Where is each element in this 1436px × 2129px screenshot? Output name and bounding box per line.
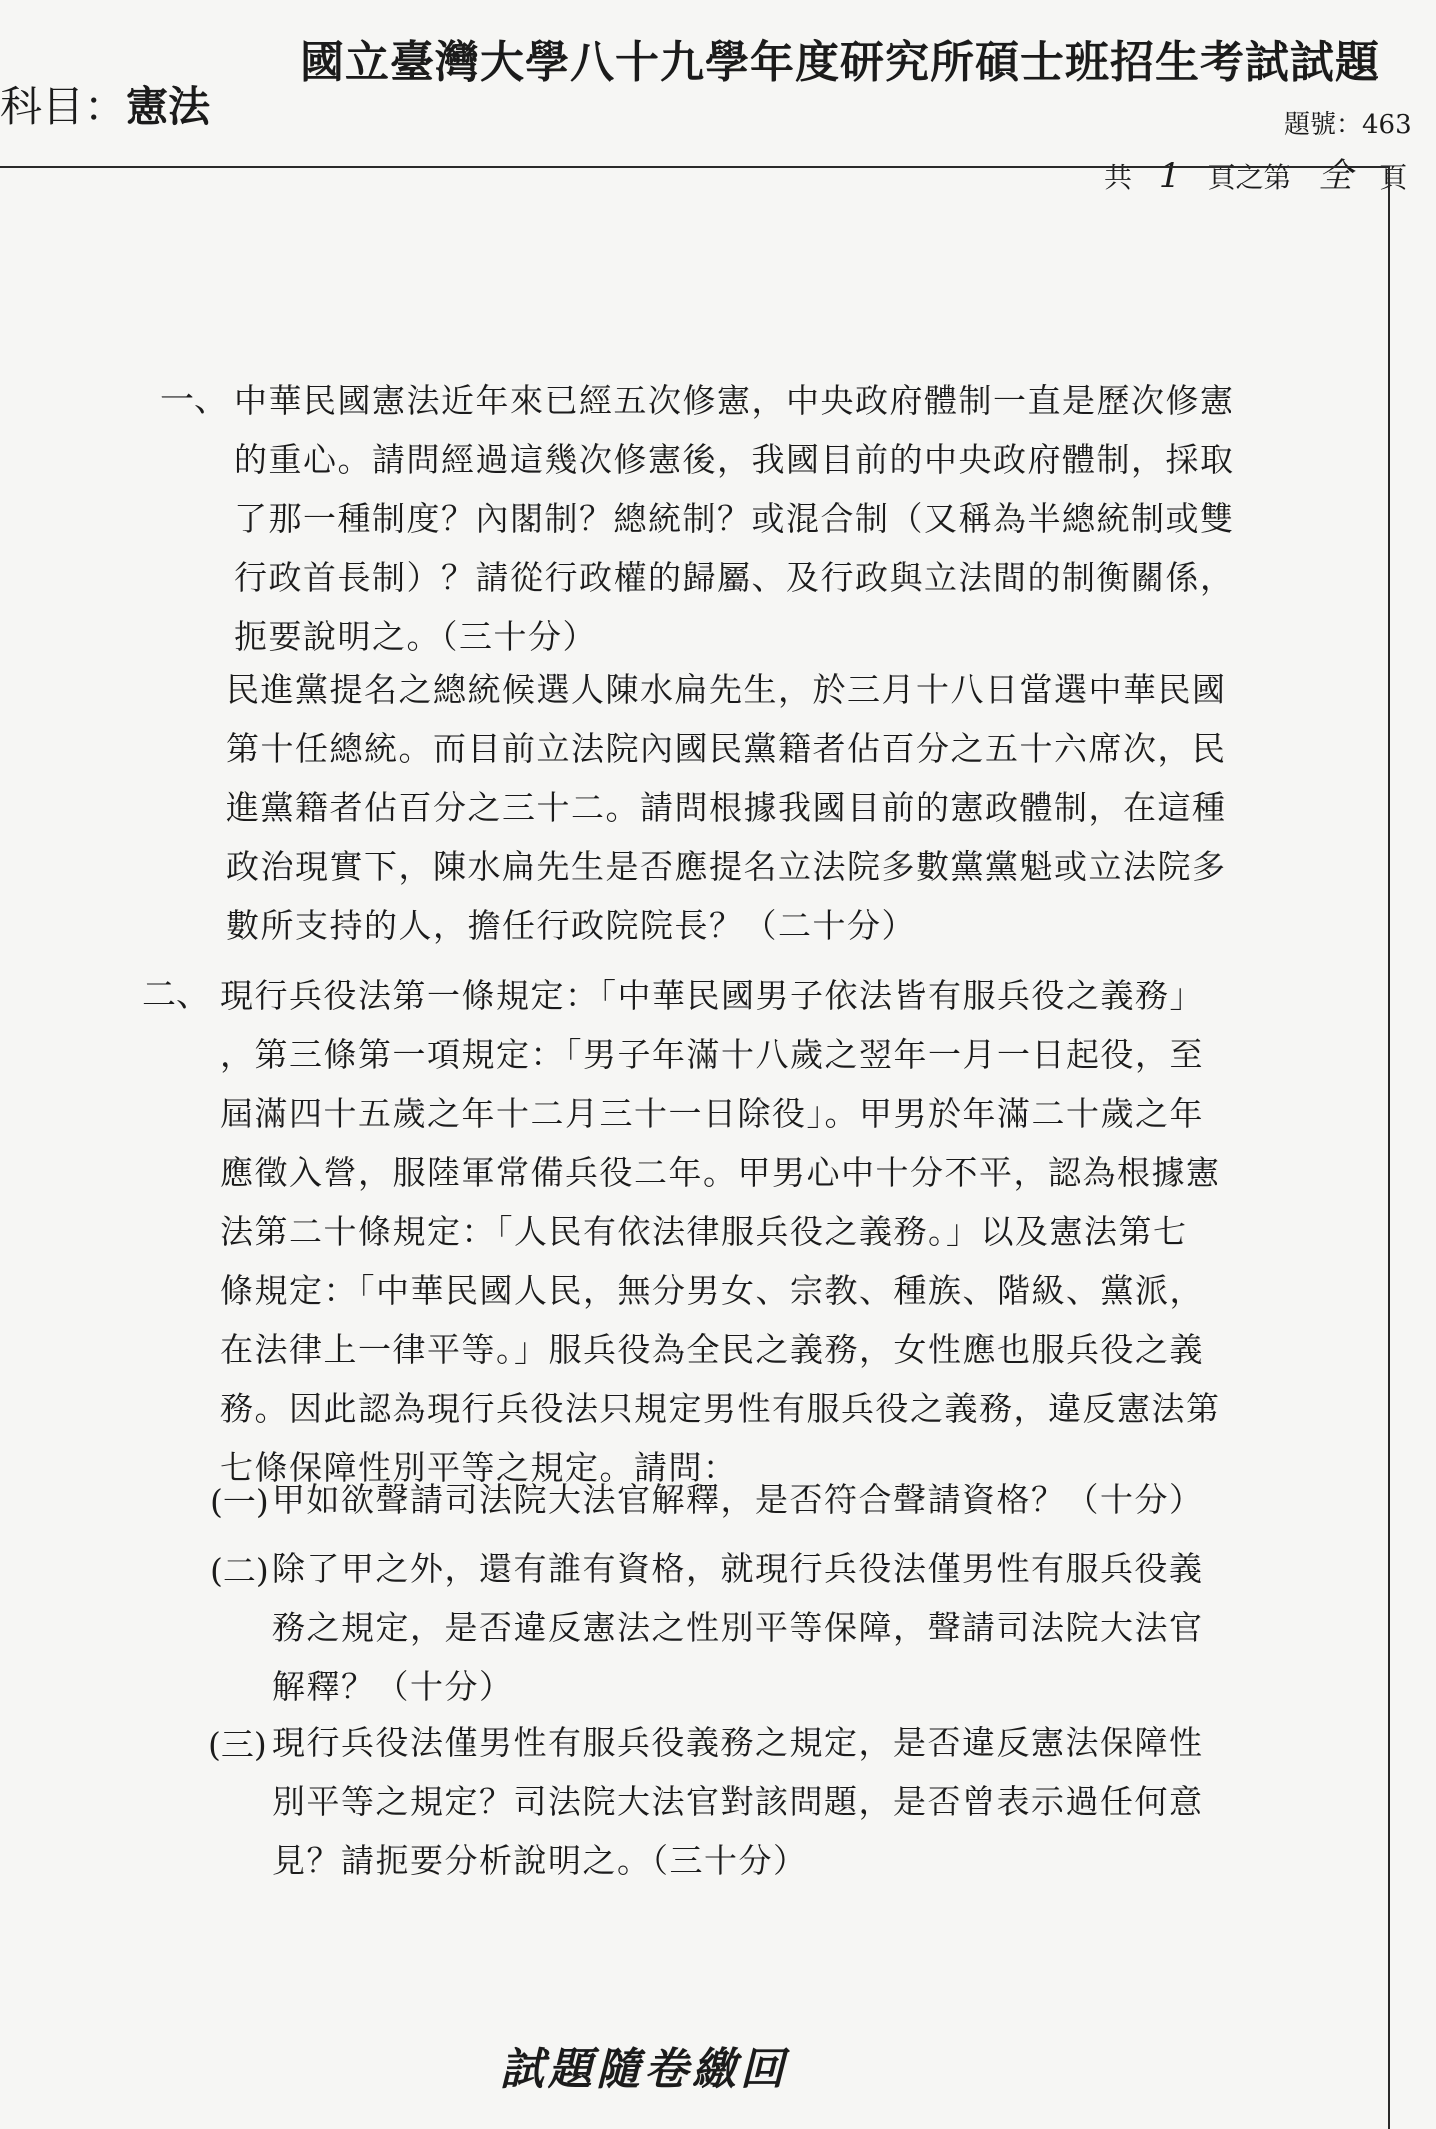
question-2-sub-3-label: (三) xyxy=(208,1725,267,1764)
page-suffix: 頁 xyxy=(1379,161,1408,194)
page-total-prefix: 共 xyxy=(1104,161,1133,194)
question-2-sub-1-text: 甲如欲聲請司法院大法官解釋，是否符合聲請資格？（十分） xyxy=(272,1480,1204,1519)
exam-title: 國立臺灣大學八十九學年度研究所碩士班招生考試試題 xyxy=(300,37,1380,88)
page-current: 全 xyxy=(1318,156,1353,196)
exam-code: 題號：463 xyxy=(1284,110,1412,140)
question-2-sub-1-label: (一) xyxy=(210,1482,269,1521)
page-current-prefix: 頁之第 xyxy=(1207,161,1292,194)
subject-label: 科目： xyxy=(0,82,127,131)
page-total: 1 xyxy=(1158,156,1181,196)
subject-value: 憲法 xyxy=(126,82,211,131)
right-margin-rule xyxy=(1388,166,1390,2129)
page-count xyxy=(1104,148,1407,197)
question-1-part-1: 中華民國憲法近年來已經五次修憲，中央政府體制一直是歷次修憲 的重心。請問經過這幾次修憲後，我國目前的中央政府體制，採取 了那一種制度？內閣制？總統制？或混合制（又稱為半總統制或雙 行政首長制）？請從行政權的歸屬、及行政與立法間的制衡關係， 扼要說明之。（三十分） xyxy=(234,381,1235,656)
question-1-part-2: 民進黨提名之總統候選人陳水扁先生，於三月十八日當選中華民國 第十任總統。而目前立法院內國民黨籍者佔百分之五十六席次，民 進黨籍者佔百分之三十二。請問根據我國目前的憲政體制，在這種 政治現實下，陳水扁先生是否應提名立法院多數黨黨魁或立法院多 數所支持的人，擔任行政院院長？（二十分） xyxy=(226,670,1227,945)
return-with-answer-sheet-note: 試題隨卷繳回 xyxy=(500,2044,788,2095)
question-2-sub-2-label: (二) xyxy=(210,1551,269,1590)
question-2-number: 二、 xyxy=(142,975,210,1015)
subject-line xyxy=(0,74,210,134)
question-2-sub-2-text: 除了甲之外，還有誰有資格，就現行兵役法僅男性有服兵役義 務之規定，是否違反憲法之性別平等保障，聲請司法院大法官 解釋？（十分） xyxy=(272,1549,1204,1706)
question-2-intro: 現行兵役法第一條規定：「中華民國男子依法皆有服兵役之義務」 ，第三條第一項規定：「男子年滿十八歲之翌年一月一日起役，至 屆滿四十五歲之年十二月三十一日除役」。甲男於年滿二十歲之年 應徵入營，服陸軍常備兵役二年。甲男心中十分不平，認為根據憲 法第二十條規定：「人民有依法律服兵役之義務。」以及憲法第七 條規定：「中華民國人民，無分男女、宗教、種族、階級、黨派， 在法律上一律平等。」服兵役為全民之義務，女性應也服兵役之義 務。因此認為現行兵役法只規定男性有服兵役之義務，違反憲法第 七條保障性別平等之規定。請問： xyxy=(220,976,1221,1487)
question-1-number: 一、 xyxy=(160,380,228,420)
question-2-sub-3-text: 現行兵役法僅男性有服兵役義務之規定，是否違反憲法保障性 別平等之規定？司法院大法官對該問題，是否曾表示過任何意 見？請扼要分析說明之。（三十分） xyxy=(272,1723,1204,1880)
header-divider xyxy=(0,166,1390,168)
